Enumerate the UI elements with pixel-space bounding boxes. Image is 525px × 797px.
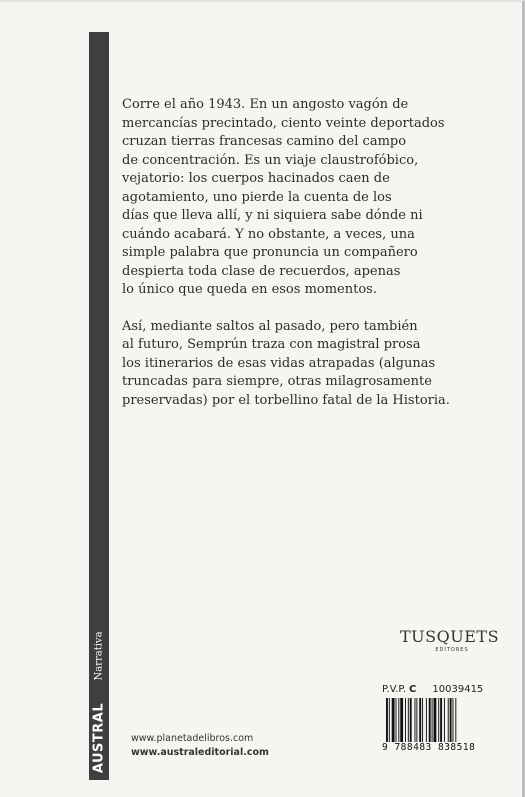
barcode-bar	[389, 698, 390, 748]
barcode-bar	[440, 698, 442, 748]
blurb-line: preservadas) por el torbellino fatal de la Historia.	[122, 392, 450, 408]
barcode-bar	[448, 698, 449, 748]
blurb-line: agotamiento, uno pierde la cuenta de los	[122, 189, 392, 205]
price-line	[382, 684, 492, 695]
barcode-digits: 9 788483 838518	[382, 742, 492, 753]
price-code: 10039415	[432, 684, 484, 695]
blurb-paragraph-1	[122, 96, 445, 300]
publisher-name: TUSQUETS	[400, 627, 500, 646]
blurb-line: de concentración. Es un viaje claustrofóbico,	[122, 152, 419, 168]
barcode-bar	[422, 698, 423, 748]
blurb-line: mercancías precintado, ciento veinte deportados	[122, 115, 445, 131]
blurb-line: días que lleva allí, y ni siquiera sabe dónde ni	[122, 208, 423, 223]
barcode-bar	[408, 698, 409, 748]
url-austral[interactable]: www.australeditorial.com	[131, 747, 269, 758]
url-planeta[interactable]: www.planetadelibros.com	[131, 733, 254, 744]
barcode-bar	[450, 698, 452, 748]
price-category: C	[409, 684, 417, 695]
barcode-bars	[382, 698, 492, 748]
barcode-bar	[434, 698, 437, 748]
barcode-bar	[438, 698, 439, 748]
urls	[131, 732, 269, 760]
publisher-sub: EDITORES	[435, 647, 469, 653]
barcode-bar	[419, 698, 421, 748]
barcode-bar	[410, 698, 412, 748]
barcode-bar	[400, 698, 403, 748]
blurb-line: cuándo acabará. Y no obstante, a veces, una	[122, 226, 415, 242]
blurb-line: los itinerarios de esas vidas atrapadas (algunas	[122, 355, 436, 371]
barcode-bar	[398, 698, 399, 748]
price-label: P.V.P.	[382, 684, 407, 695]
publisher-logo	[400, 627, 500, 654]
barcode-bar	[386, 698, 388, 748]
blurb-line: Corre el año 1943. En un angosto vagón de	[122, 97, 409, 112]
barcode-bar	[416, 698, 417, 748]
barcode-bar	[432, 698, 433, 748]
barcode-bar	[444, 698, 445, 748]
barcode-bar	[453, 698, 454, 748]
blurb-paragraph-2	[122, 318, 450, 411]
blurb-line: truncadas para siempre, otras milagrosamente	[122, 374, 432, 389]
blurb	[122, 96, 450, 410]
barcode-bar	[405, 698, 406, 748]
blurb-line: cruzan tierras francesas camino del campo	[122, 134, 407, 149]
barcode-bar	[392, 698, 395, 748]
barcode-bar	[426, 698, 427, 748]
barcode-bar	[396, 698, 397, 748]
spine-bar	[89, 32, 109, 780]
collection-label: Narrativa	[93, 631, 105, 681]
blurb-line: lo único que queda en esos momentos.	[122, 282, 377, 297]
blurb-line: despierta toda clase de recuerdos, apenas	[122, 263, 401, 279]
blurb-line: simple palabra que pronuncia un compañero	[122, 245, 418, 260]
barcode-bar	[429, 698, 431, 748]
blurb-line: Así, mediante saltos al pasado, pero también	[122, 318, 418, 334]
barcode-bar	[455, 698, 456, 748]
blurb-line: al futuro, Semprún traza con magistral prosa	[122, 337, 421, 352]
blurb-line: vejatorio: los cuerpos hacinados caen de	[122, 171, 390, 186]
brand-label: AUSTRAL	[91, 702, 107, 774]
barcode-bar	[415, 698, 416, 748]
